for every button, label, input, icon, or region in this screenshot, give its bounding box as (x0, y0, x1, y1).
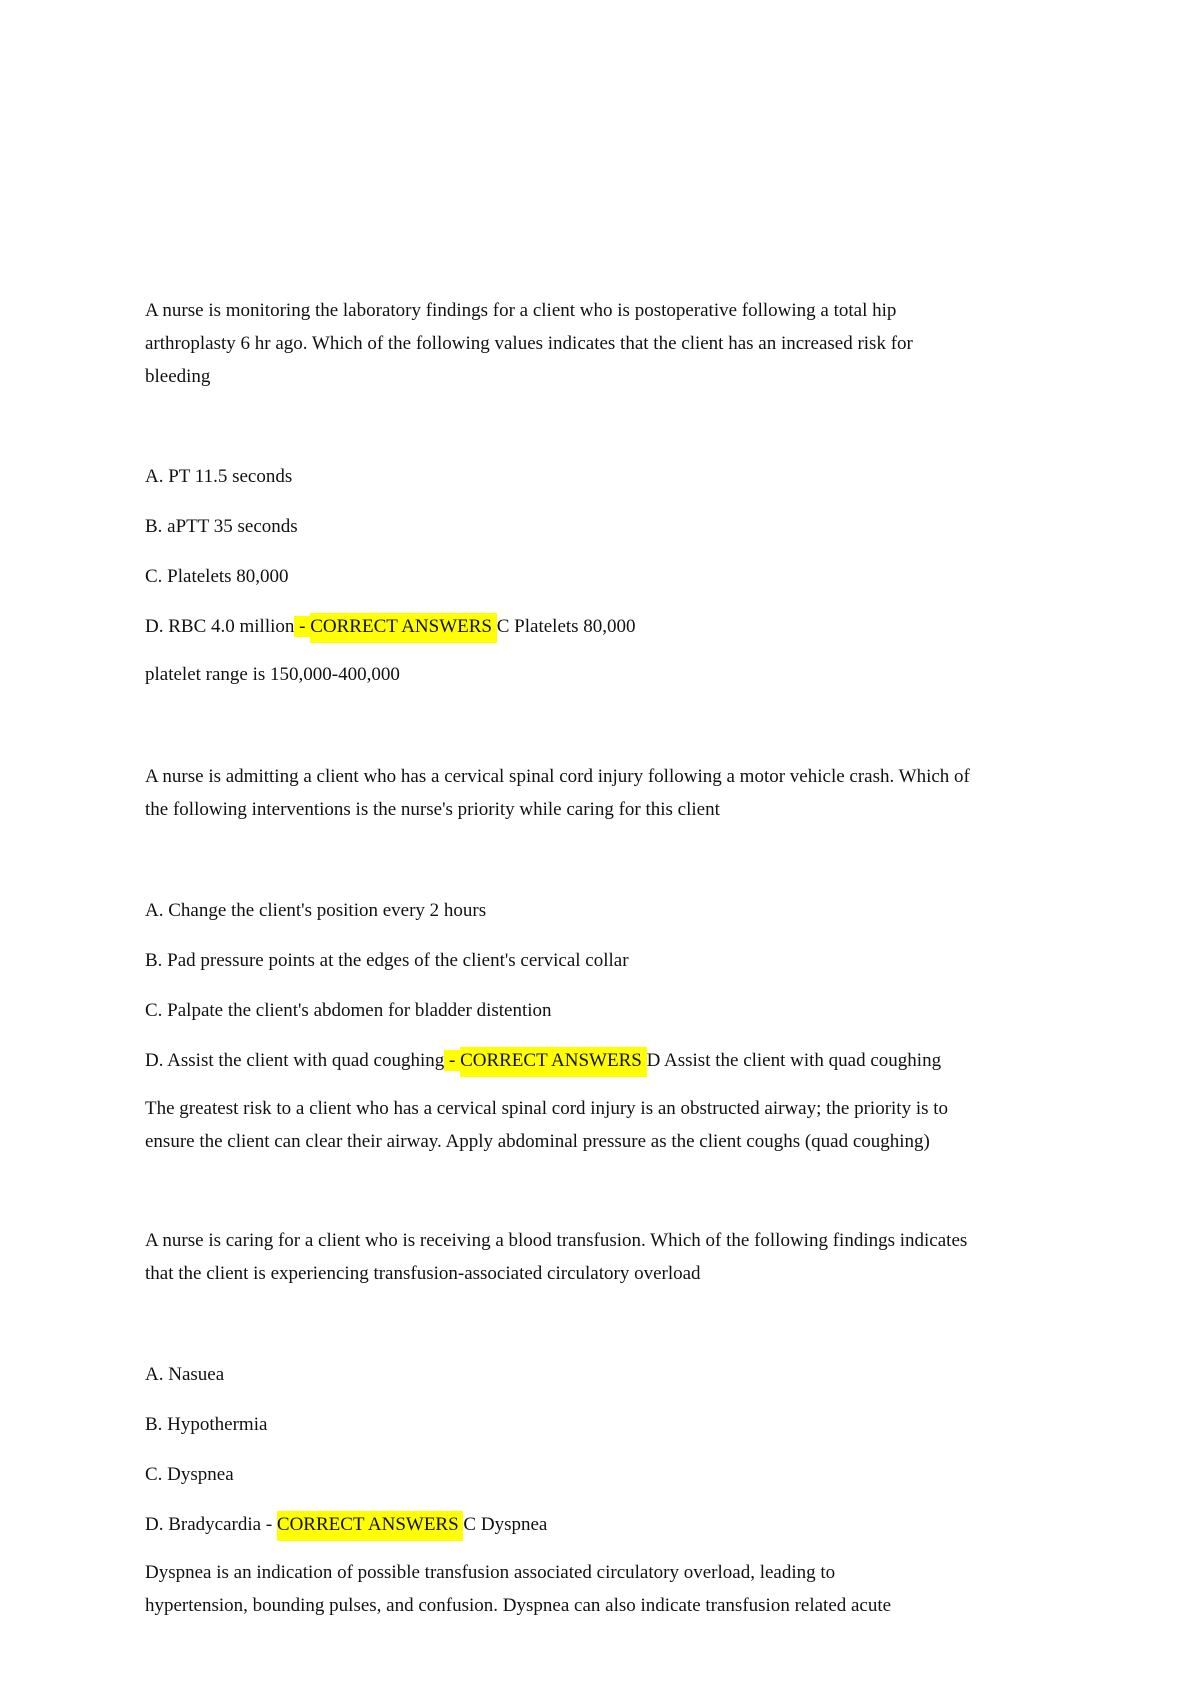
question-3-rationale (145, 1556, 1045, 1622)
question-3-option-d-with-answer (145, 1508, 1045, 1541)
question-2-rationale-line-2: ensure the client can clear their airway. Apply abdominal pressure as the client coughs (quad coughing) (145, 1131, 930, 1152)
question-2-stem (145, 760, 1045, 826)
question-1-answer: C Platelets 80,000 (496, 616, 636, 637)
question-2-rationale (145, 1092, 1045, 1158)
question-3-rationale-line-2: hypertension, bounding pulses, and confusion. Dyspnea can also indicate transfusion related acute (145, 1595, 892, 1616)
question-2-option-a: A. Change the client's position every 2 hours (145, 900, 487, 921)
question-2-rationale-line-1: The greatest risk to a client who has a cervical spinal cord injury is an obstructed airway; the priority is to (145, 1098, 949, 1119)
question-1-options (145, 460, 1045, 691)
question-1-rationale (145, 658, 1045, 691)
question-3-correct-answers-label: CORRECT ANSWERS (277, 1511, 464, 1541)
question-2-answer-separator: - (444, 1050, 461, 1071)
question-2-option-b: B. Pad pressure points at the edges of the client's cervical collar (145, 950, 629, 971)
question-2-stem-line-1: A nurse is admitting a client who has a cervical spinal cord injury following a motor vehicle crash. Which of (145, 766, 970, 787)
question-1-option-d-with-answer (145, 610, 1045, 643)
question-1-rationale-line-1: platelet range is 150,000-400,000 (145, 664, 400, 685)
question-3-answer: C Dyspnea (463, 1514, 548, 1535)
question-3-options (145, 1358, 1045, 1622)
question-1-stem-line-1: A nurse is monitoring the laboratory findings for a client who is postoperative following a total hip (145, 300, 897, 321)
question-1-option-b: B. aPTT 35 seconds (145, 516, 298, 537)
question-1-stem (145, 294, 1045, 393)
question-3-stem (145, 1224, 1045, 1290)
question-3-option-a: A. Nasuea (145, 1364, 225, 1385)
question-2-correct-answers-label: CORRECT ANSWERS (460, 1047, 647, 1077)
question-2-option-d-with-answer (145, 1044, 1045, 1077)
question-1-option-d: D. RBC 4.0 million (145, 616, 295, 637)
question-3-option-b: B. Hypothermia (145, 1414, 268, 1435)
question-2-option-c: C. Palpate the client's abdomen for bladder distention (145, 1000, 552, 1021)
question-3-option-c: C. Dyspnea (145, 1464, 234, 1485)
question-1-option-a: A. PT 11.5 seconds (145, 466, 293, 487)
question-1-stem-line-3: bleeding (145, 366, 211, 387)
question-1-correct-answers-label: CORRECT ANSWERS (310, 613, 497, 643)
question-2-options (145, 894, 1045, 1158)
question-3-stem-line-2: that the client is experiencing transfusion-associated circulatory overload (145, 1263, 701, 1284)
question-3-rationale-line-1: Dyspnea is an indication of possible transfusion associated circulatory overload, leading to (145, 1562, 836, 1583)
question-1-stem-line-2: arthroplasty 6 hr ago. Which of the following values indicates that the client has an increased risk for (145, 333, 913, 354)
question-3-stem-line-1: A nurse is caring for a client who is receiving a blood transfusion. Which of the following findings indicates (145, 1230, 968, 1251)
question-1-answer-separator: - (294, 616, 311, 637)
question-1-option-c: C. Platelets 80,000 (145, 566, 289, 587)
question-2-stem-line-2: the following interventions is the nurse's priority while caring for this client (145, 799, 720, 820)
question-3-option-d: D. Bradycardia (145, 1514, 262, 1535)
question-2-answer: D Assist the client with quad coughing (646, 1050, 942, 1071)
question-2-option-d: D. Assist the client with quad coughing (145, 1050, 445, 1071)
question-3-answer-separator: - (261, 1514, 277, 1535)
